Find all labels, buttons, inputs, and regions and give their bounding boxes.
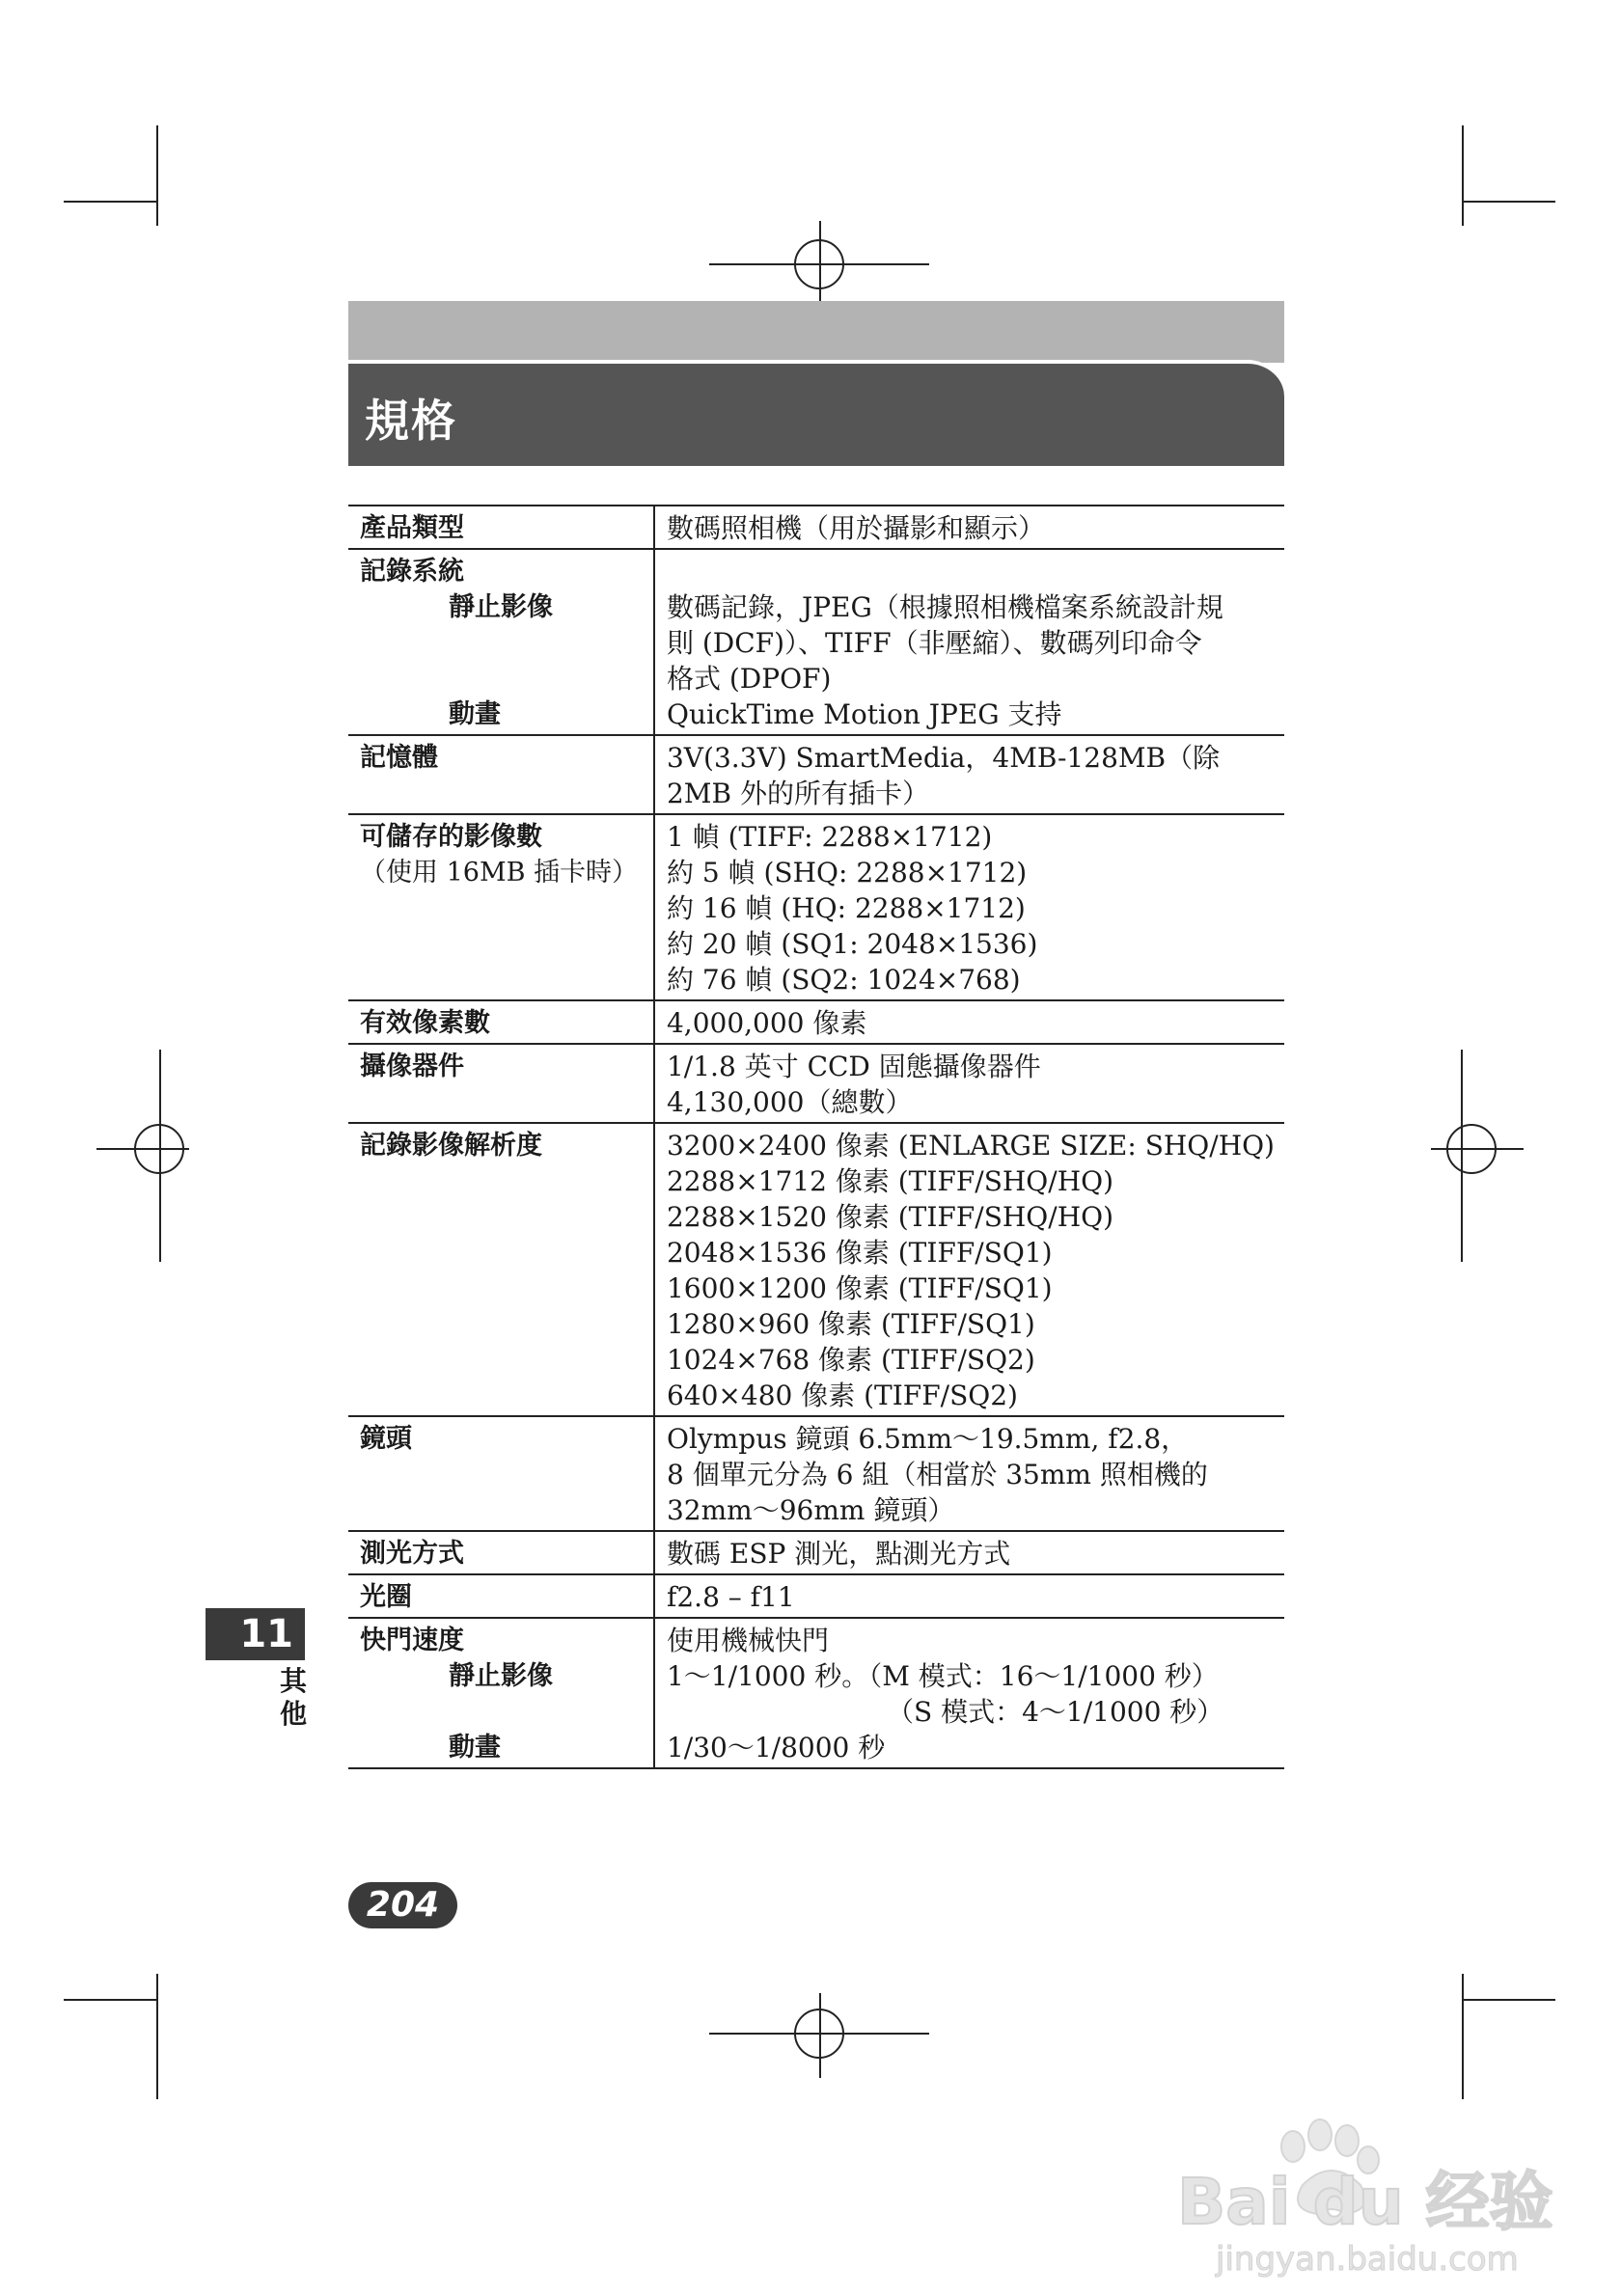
- row-value: 數碼 ESP 測光，點測光方式: [666, 1538, 1011, 1570]
- row-value: 使用機械快門 1～1/1000 秒。（M 模式：16～1/1000 秒） （S 模式：4～1/1000 秒） 1/30～1/8000 秒: [666, 1625, 1224, 1763]
- row-value: 數碼照相機（用於攝影和顯示）: [666, 512, 1045, 544]
- row-value: 數碼記錄，JPEG（根據照相機檔案系統設計規 則 (DCF)）、TIFF（非壓縮）、數碼列印命令 格式 (DPOF) QuickTime Motion JPEG 支持: [666, 591, 1223, 730]
- row-label: 有效像素數: [348, 1000, 654, 1044]
- table-row: [348, 1416, 1284, 1531]
- paw-icon: [1148, 2108, 1553, 2282]
- row-label: 記憶體: [348, 735, 654, 814]
- row-label: 記錄影像解析度: [348, 1123, 654, 1416]
- row-label: 產品類型: [348, 506, 654, 549]
- table-row: [348, 735, 1284, 814]
- header-band: [348, 360, 1284, 466]
- table-row: [348, 1574, 1284, 1618]
- header-band-top: [348, 301, 1284, 363]
- table-row: [348, 1618, 1284, 1768]
- row-value: 4,000,000 像素: [666, 1007, 867, 1039]
- row-label: 光圈: [348, 1574, 654, 1618]
- chapter-number-tab: 11: [206, 1608, 305, 1660]
- row-label: 快門速度 靜止影像 動畫: [348, 1618, 654, 1768]
- watermark-brand: Bai du 经验: [1177, 2165, 1553, 2239]
- spec-table: [348, 505, 1284, 1769]
- page-number: 204: [348, 1882, 457, 1928]
- row-label: 鏡頭: [348, 1416, 654, 1531]
- page-title: 規格: [365, 395, 457, 447]
- row-value: 1/1.8 英寸 CCD 固態攝像器件 4,130,000（總數）: [666, 1051, 1041, 1118]
- table-row: [348, 1000, 1284, 1044]
- row-value: Olympus 鏡頭 6.5mm～19.5mm, f2.8， 8 個單元分為 6 組（相當於 35mm 照相機的 32mm～96mm 鏡頭）: [666, 1423, 1208, 1526]
- chapter-label: 其他: [279, 1665, 307, 1730]
- row-value: 1 幀 (TIFF: 2288×1712) 約 5 幀 (SHQ: 2288×1712) 約 16 幀 (HQ: 2288×1712) 約 20 幀 (SQ1: 2048×1536) 約 76 幀 (SQ2: 1024×768): [666, 821, 1038, 996]
- table-row: [348, 506, 1284, 549]
- row-value: f2.8 – f11: [666, 1581, 795, 1613]
- row-value: 3200×2400 像素 (ENLARGE SIZE: SHQ/HQ) 2288×1712 像素 (TIFF/SHQ/HQ) 2288×1520 像素 (TIFF/SHQ/HQ) 2048×1536 像素 (TIFF/SQ1) 1600×1200 像素 (TIFF/SQ1) 1280×960 像素 (TIFF/SQ1) 1024×768 像素 (TIFF/SQ2) 640×480 像素 (TIFF/SQ2): [666, 1130, 1275, 1411]
- table-row: [348, 814, 1284, 1000]
- row-label: 攝像器件: [348, 1044, 654, 1123]
- row-label: 可儲存的影像數 （使用 16MB 插卡時）: [348, 814, 654, 1000]
- table-row: [348, 549, 1284, 735]
- baidu-watermark: [1148, 2108, 1553, 2282]
- table-row: [348, 1123, 1284, 1416]
- table-row: [348, 1044, 1284, 1123]
- row-label: 記錄系統 靜止影像 動畫: [348, 549, 654, 735]
- row-value: 3V(3.3V) SmartMedia，4MB-128MB（除 2MB 外的所有插卡）: [666, 742, 1221, 809]
- watermark-url: jingyan.baidu.com: [1216, 2240, 1519, 2279]
- row-label: 測光方式: [348, 1531, 654, 1574]
- table-row: [348, 1531, 1284, 1574]
